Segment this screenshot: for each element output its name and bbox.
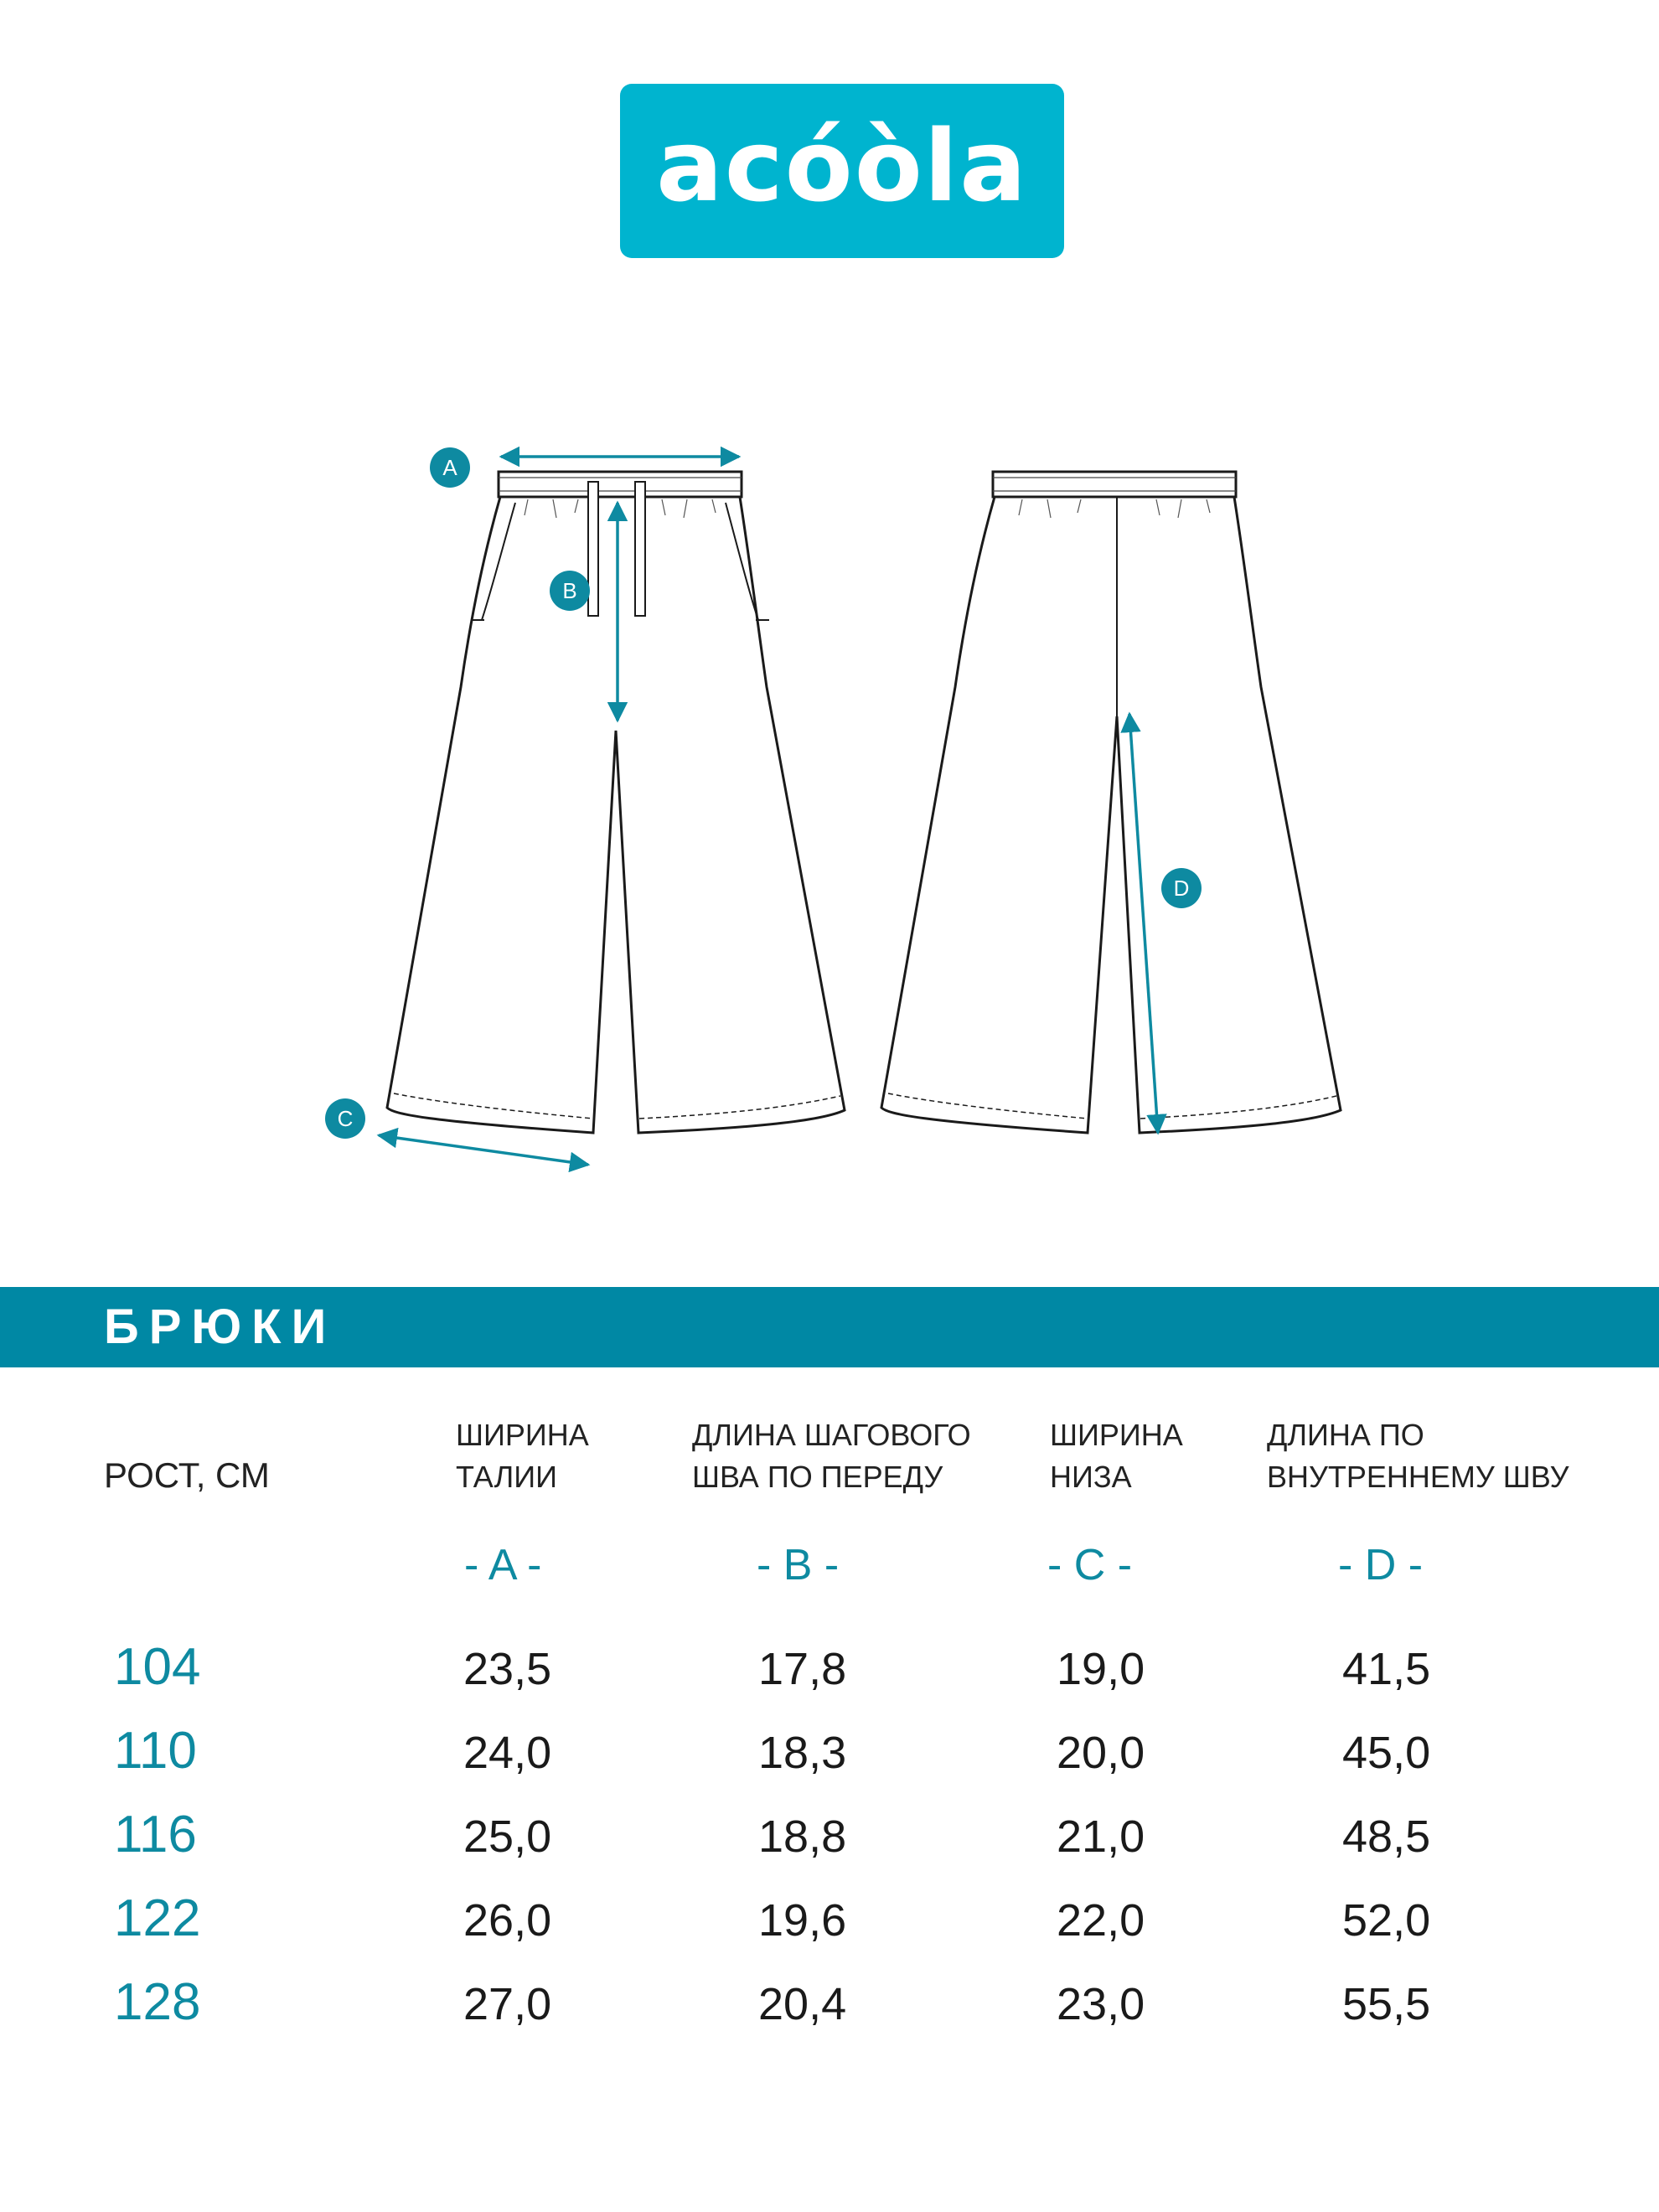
back-waistband bbox=[993, 472, 1236, 497]
col-d-header-line1: ДЛИНА ПО bbox=[1267, 1418, 1424, 1452]
row-height: 122 bbox=[114, 1889, 201, 1947]
cell-c: 22,0 bbox=[1057, 1895, 1145, 1946]
cell-b: 18,8 bbox=[758, 1811, 847, 1862]
height-header: РОСТ, СМ bbox=[104, 1455, 270, 1495]
front-body bbox=[387, 497, 845, 1133]
col-a-header-line1: ШИРИНА bbox=[456, 1418, 589, 1452]
cell-d: 55,5 bbox=[1342, 1979, 1431, 2029]
cell-a: 24,0 bbox=[463, 1728, 552, 1778]
col-b-header-line2: ШВА ПО ПЕРЕДУ bbox=[692, 1460, 943, 1494]
marker-c bbox=[325, 1098, 365, 1139]
row-height: 128 bbox=[114, 1973, 201, 2031]
cell-a: 26,0 bbox=[463, 1895, 552, 1946]
front-view bbox=[387, 472, 845, 1133]
col-b-header-line1: ДЛИНА ШАГОВОГО bbox=[692, 1418, 971, 1452]
back-body bbox=[881, 497, 1341, 1133]
cell-d: 45,0 bbox=[1342, 1728, 1431, 1778]
col-b-letter: - B - bbox=[757, 1541, 840, 1589]
cell-c: 19,0 bbox=[1057, 1644, 1145, 1694]
col-c-header-line2: НИЗА bbox=[1050, 1460, 1132, 1494]
cell-a: 27,0 bbox=[463, 1979, 552, 2029]
section-band bbox=[0, 1287, 1659, 1367]
col-c-letter: - C - bbox=[1047, 1541, 1133, 1589]
row-height: 110 bbox=[114, 1722, 197, 1780]
cell-c: 20,0 bbox=[1057, 1728, 1145, 1778]
brand-logo bbox=[620, 84, 1064, 258]
col-d-letter: - D - bbox=[1338, 1541, 1424, 1589]
brand-logo-text: acóòla bbox=[656, 108, 1028, 224]
cell-b: 19,6 bbox=[758, 1895, 847, 1946]
marker-a bbox=[430, 447, 470, 488]
svg-text:C: C bbox=[337, 1106, 354, 1131]
svg-text:B: B bbox=[562, 578, 577, 603]
cell-a: 23,5 bbox=[463, 1644, 552, 1694]
marker-d bbox=[1161, 868, 1202, 908]
measure-c-arrow bbox=[379, 1135, 588, 1165]
cell-d: 52,0 bbox=[1342, 1895, 1431, 1946]
cell-b: 18,3 bbox=[758, 1728, 847, 1778]
trousers-sketch bbox=[0, 419, 1659, 1215]
cell-d: 41,5 bbox=[1342, 1644, 1431, 1694]
cell-c: 21,0 bbox=[1057, 1811, 1145, 1862]
section-title: БРЮКИ bbox=[104, 1300, 337, 1354]
back-view bbox=[881, 472, 1341, 1133]
cell-b: 20,4 bbox=[758, 1979, 847, 2029]
svg-text:A: A bbox=[442, 455, 457, 480]
cell-c: 23,0 bbox=[1057, 1979, 1145, 2029]
row-height: 116 bbox=[114, 1806, 197, 1863]
col-a-header-line2: ТАЛИИ bbox=[456, 1460, 557, 1494]
marker-b bbox=[550, 571, 590, 611]
col-d-header-line2: ВНУТРЕННЕМУ ШВУ bbox=[1267, 1460, 1569, 1494]
row-height: 104 bbox=[114, 1638, 201, 1696]
cell-d: 48,5 bbox=[1342, 1811, 1431, 1862]
cell-a: 25,0 bbox=[463, 1811, 552, 1862]
svg-text:D: D bbox=[1173, 876, 1190, 901]
col-c-header-line1: ШИРИНА bbox=[1050, 1418, 1183, 1452]
front-waistband bbox=[499, 472, 742, 497]
cell-b: 17,8 bbox=[758, 1644, 847, 1694]
col-a-letter: - A - bbox=[464, 1541, 542, 1589]
